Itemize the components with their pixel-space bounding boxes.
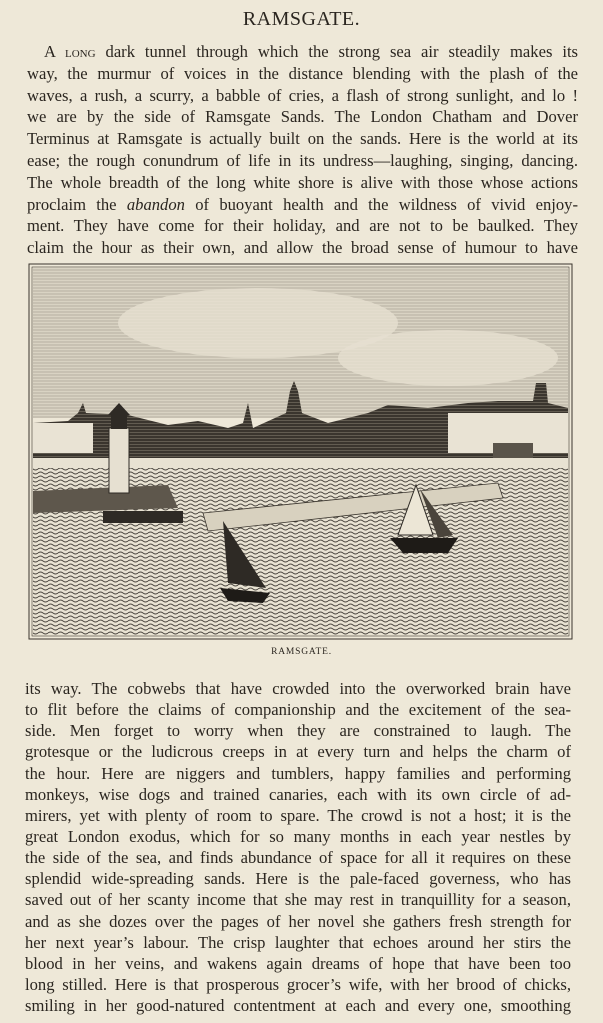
text-line: to flit before the claims of companionship and the excitement of the sea- xyxy=(25,700,571,720)
text-line: grotesque or the ludicrous creeps in at every turn and helps the charm of xyxy=(25,742,571,762)
text-line: mirers, yet with plenty of room to spare. The crowd is not a host; it is the xyxy=(25,805,571,825)
text-line: great London exodus, which for so many months in each year nestles by xyxy=(25,826,571,846)
line-text: dark tunnel through which the strong sea air steadily makes its xyxy=(105,42,578,61)
text-line: the hour. Here are niggers and tumblers, happy families and performing xyxy=(25,763,571,783)
text-line: long stilled. Here is that prosperous grocer’s wife, with her brood of chicks, xyxy=(25,974,571,994)
figure-caption: RAMSGATE. xyxy=(271,647,332,657)
italic-word: abandon xyxy=(126,194,185,214)
text-line: blood in her veins, and wakens again dreams of hope that have been too xyxy=(25,953,571,973)
text-line: her next year’s labour. The crisp laughter that echoes around her stirs the xyxy=(25,932,571,952)
small-caps-word: long xyxy=(65,45,96,61)
drop-word: A xyxy=(44,42,56,61)
text-line: The whole breadth of the long white shore is alive with those whose actions xyxy=(27,172,578,192)
line-text: proclaim the xyxy=(27,194,117,214)
text-line: side. Men forget to worry when they are constrained to laugh. The xyxy=(25,721,571,741)
harbour-engraving xyxy=(28,263,573,640)
text-line: way, the murmur of voices in the distance blending with the plash of the xyxy=(27,63,578,83)
line-text: of buoyant health and the wildness of vivid enjoy- xyxy=(195,194,578,214)
paragraph-1 xyxy=(27,41,578,259)
text-line: saved out of her scanty income that she may rest in tranquillity for a season, xyxy=(25,890,571,910)
text-line: claim the hour as their own, and allow the broad sense of humour to have xyxy=(27,238,578,258)
text-line: smiling in her good-natured contentment at each and every one, smoothing xyxy=(25,996,571,1016)
paragraph-2 xyxy=(25,678,571,1016)
text-line: and as she dozes over the pages of her novel she gathers fresh strength for xyxy=(25,911,571,931)
text-line: Terminus at Ramsgate is actually built on the sands. Here is the world at its xyxy=(27,129,578,149)
page-title: RAMSGATE. xyxy=(242,8,361,30)
text-line xyxy=(27,194,578,216)
text-line: monkeys, wise dogs and trained canaries, each with its own circle of ad- xyxy=(25,784,571,804)
text-line: its way. The cobwebs that have crowded into the overworked brain have xyxy=(25,679,571,698)
text-line: ease; the rough conundrum of life in its undress—laughing, singing, dancing. xyxy=(27,150,578,170)
text-line: waves, a rush, a scurry, a babble of cries, a flash of strong sunlight, and lo ! xyxy=(27,85,578,105)
text-line: ment. They have come for their holiday, and are not to be baulked. They xyxy=(27,216,578,236)
text-line xyxy=(27,41,578,63)
engraving-illustration xyxy=(28,263,573,640)
text-line: we are by the side of Ramsgate Sands. The London Chatham and Dover xyxy=(27,107,578,127)
text-line: splendid wide-spreading sands. Here is the pale-faced governess, who has xyxy=(25,869,571,889)
text-line: the side of the sea, and finds abundance of space for all it requires on these xyxy=(25,848,571,868)
